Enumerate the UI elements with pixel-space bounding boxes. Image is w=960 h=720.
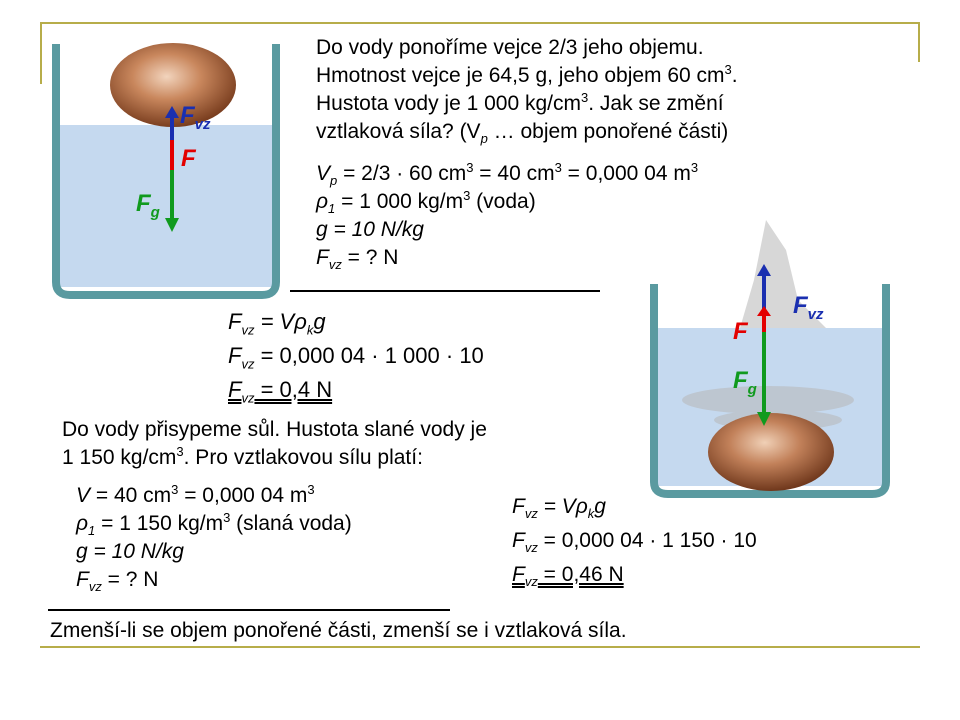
label-fvz-1: $F_{vz}$	[180, 102, 211, 133]
label-fvz-2: $F_{vz}$	[793, 292, 824, 323]
given-values-2	[76, 482, 352, 594]
salt-text	[62, 416, 487, 472]
conclusion: Zmenší-li se objem ponořené části, zmenší se i vztlaková síla.	[50, 619, 627, 642]
label-fg-1: $F_g$	[136, 190, 160, 221]
calc-1: $F_{vz} = 0,000$ 04 · 1 000 · 10	[228, 343, 484, 372]
given-g: g = 10 N/kg	[316, 218, 424, 241]
problem-line-1: Do vody ponoříme vejce 2/3 jeho objemu.	[316, 36, 704, 59]
frame-right-line	[918, 22, 920, 62]
frame-bottom-line	[40, 646, 920, 648]
given2-g: g = 10 N/kg	[76, 540, 184, 563]
solution-2	[512, 490, 757, 592]
water	[59, 125, 275, 287]
given-rho: $\rho_1 = 1$ 000 $kg/m^3$ (voda)	[316, 188, 536, 217]
beaker-floating-egg	[40, 20, 290, 310]
divider-2	[48, 609, 450, 611]
problem-line-3: Hustota vody je 1 000 $kg/cm^3$. Jak se změní	[316, 90, 724, 115]
given-values-1	[316, 160, 698, 272]
result-2: $F_{vz} = 0,46$ N	[512, 563, 624, 590]
formula-2: $F_{vz} = V\rho_kg$	[512, 495, 606, 522]
salt-line-1: Do vody přisypeme sůl. Hustota slané vody je	[62, 418, 487, 441]
salt-line-2: 1 150 $kg/cm^3$. Pro vztlakovou sílu platí:	[62, 444, 423, 469]
label-fg-2: $F_g$	[733, 367, 757, 398]
problem-text	[316, 34, 738, 146]
given-vp: $V_p = 2/3 \cdot 60$ $cm^3 = 40$ $cm^3 = 0,000$ 04 $m^3$	[316, 160, 699, 189]
formula-1: $F_{vz} = V\rho_kg$	[228, 309, 326, 338]
problem-line-2: Hmotnost vejce je 64,5 g, jeho objem 60 $cm^3$.	[316, 62, 738, 87]
given2-fvz: $F_{vz}$ = ? N	[76, 568, 159, 595]
label-f-2: F	[733, 318, 748, 345]
egg	[708, 413, 834, 491]
result-1: $F_{vz} = 0,4$ N	[228, 377, 333, 406]
given2-rho: $\rho_1 = 1$ 150 $kg/m^3$ (slaná voda)	[76, 510, 352, 539]
solution-1	[228, 305, 484, 407]
problem-line-4: vztlaková síla? ($V_p$ … objem ponořené části)	[316, 120, 729, 147]
given2-v: V = 40 $cm^3 = 0,000$ 04 $m^3$	[76, 482, 315, 507]
dissolving-salt	[682, 220, 854, 430]
divider-1	[290, 290, 600, 292]
given-fvz: $F_{vz}$ = ? N	[316, 246, 399, 273]
label-f-1: F	[181, 145, 196, 172]
calc-2: $F_{vz} = 0,000$ 04 · 1 150 · 10	[512, 529, 757, 556]
